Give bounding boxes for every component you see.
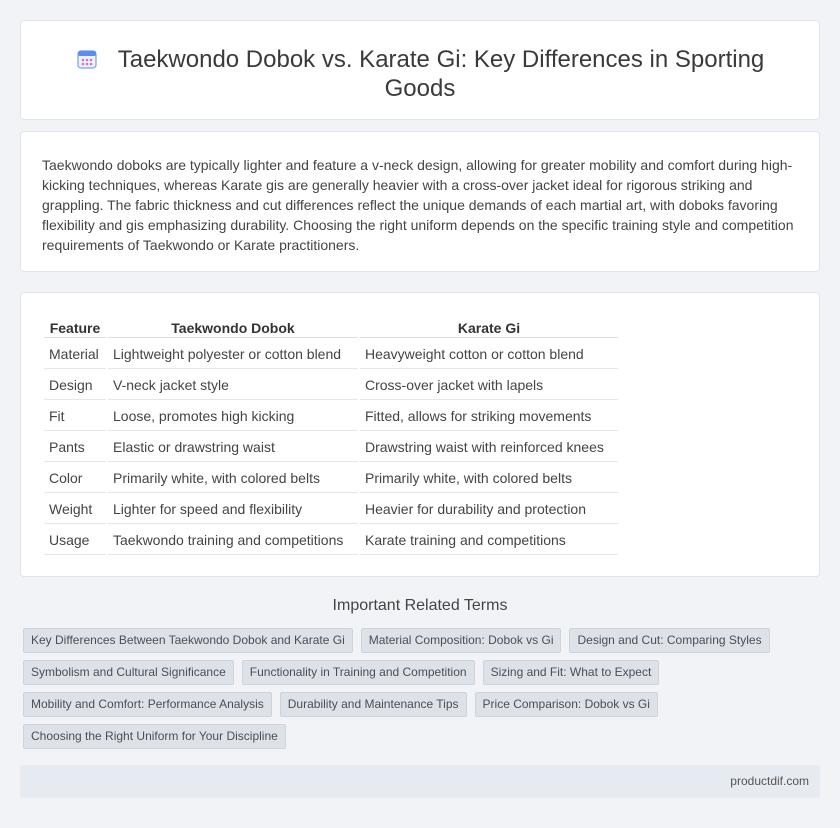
related-term-tag[interactable]: Functionality in Training and Competition xyxy=(242,660,475,685)
table-row xyxy=(44,464,618,493)
table-row xyxy=(44,433,618,462)
intro-paragraph: Taekwondo doboks are typically lighter and feature a v-neck design, allowing for greater mobility and comfort during high-kicking techniques, whereas Karate gis are generally heavier with a cross-over jacket ideal for rigorous striking and grappling. The fabric thickness and cut differences reflect the unique demands of each martial art, with doboks favoring flexibility and gis emphasizing durability. Choosing the right uniform depends on the specific training style and competition requirements of Taekwondo or Karate practitioners. xyxy=(42,157,794,253)
related-term-tag[interactable]: Choosing the Right Uniform for Your Discipline xyxy=(23,724,286,749)
gi-cell: Heavier for durability and protection xyxy=(360,495,618,524)
gi-cell: Heavyweight cotton or cotton blend xyxy=(360,340,618,369)
related-term-tag[interactable]: Design and Cut: Comparing Styles xyxy=(569,628,769,653)
dobok-cell: Taekwondo training and competitions xyxy=(108,526,358,555)
related-term-tag[interactable]: Price Comparison: Dobok vs Gi xyxy=(475,692,658,717)
dobok-cell: Lighter for speed and flexibility xyxy=(108,495,358,524)
header-taekwondo-dobok: Taekwondo Dobok xyxy=(108,317,358,338)
table-row xyxy=(44,402,618,431)
dobok-cell: Lightweight polyester or cotton blend xyxy=(108,340,358,369)
dobok-cell: Loose, promotes high kicking xyxy=(108,402,358,431)
dobok-cell: V-neck jacket style xyxy=(108,371,358,400)
feature-cell: Fit xyxy=(44,402,106,431)
related-term-tag[interactable]: Mobility and Comfort: Performance Analysis xyxy=(23,692,272,717)
related-term-tag[interactable]: Material Composition: Dobok vs Gi xyxy=(361,628,562,653)
table-row xyxy=(44,340,618,369)
dobok-cell: Primarily white, with colored belts xyxy=(108,464,358,493)
table-row xyxy=(44,526,618,555)
gi-cell: Primarily white, with colored belts xyxy=(360,464,618,493)
page-title-row xyxy=(21,45,819,103)
footer-site-name: productdif.com xyxy=(730,774,809,788)
comparison-table xyxy=(42,315,620,557)
feature-cell: Material xyxy=(44,340,106,369)
related-term-tag[interactable]: Symbolism and Cultural Significance xyxy=(23,660,234,685)
intro-card xyxy=(20,131,820,272)
related-terms-list xyxy=(23,628,813,756)
gi-cell: Karate training and competitions xyxy=(360,526,618,555)
header-karate-gi: Karate Gi xyxy=(360,317,618,338)
related-term-tag[interactable]: Sizing and Fit: What to Expect xyxy=(483,660,660,685)
feature-cell: Color xyxy=(44,464,106,493)
table-header-row xyxy=(44,317,618,338)
gi-cell: Fitted, allows for striking movements xyxy=(360,402,618,431)
related-term-tag[interactable]: Durability and Maintenance Tips xyxy=(280,692,467,717)
feature-cell: Weight xyxy=(44,495,106,524)
header-feature: Feature xyxy=(44,317,106,338)
table-row xyxy=(44,371,618,400)
page-title: Taekwondo Dobok vs. Karate Gi: Key Differences in Sporting Goods xyxy=(117,46,765,102)
gi-cell: Cross-over jacket with lapels xyxy=(360,371,618,400)
comparison-card xyxy=(20,292,820,577)
dobok-cell: Elastic or drawstring waist xyxy=(108,433,358,462)
feature-cell: Design xyxy=(44,371,106,400)
related-terms-title: Important Related Terms xyxy=(332,597,508,614)
table-row xyxy=(44,495,618,524)
feature-cell: Pants xyxy=(44,433,106,462)
gi-cell: Drawstring waist with reinforced knees xyxy=(360,433,618,462)
feature-cell: Usage xyxy=(44,526,106,555)
related-term-tag[interactable]: Key Differences Between Taekwondo Dobok and Karate Gi xyxy=(23,628,353,653)
footer-bar xyxy=(20,765,820,798)
calendar-icon xyxy=(76,48,98,70)
header-card xyxy=(20,20,820,120)
